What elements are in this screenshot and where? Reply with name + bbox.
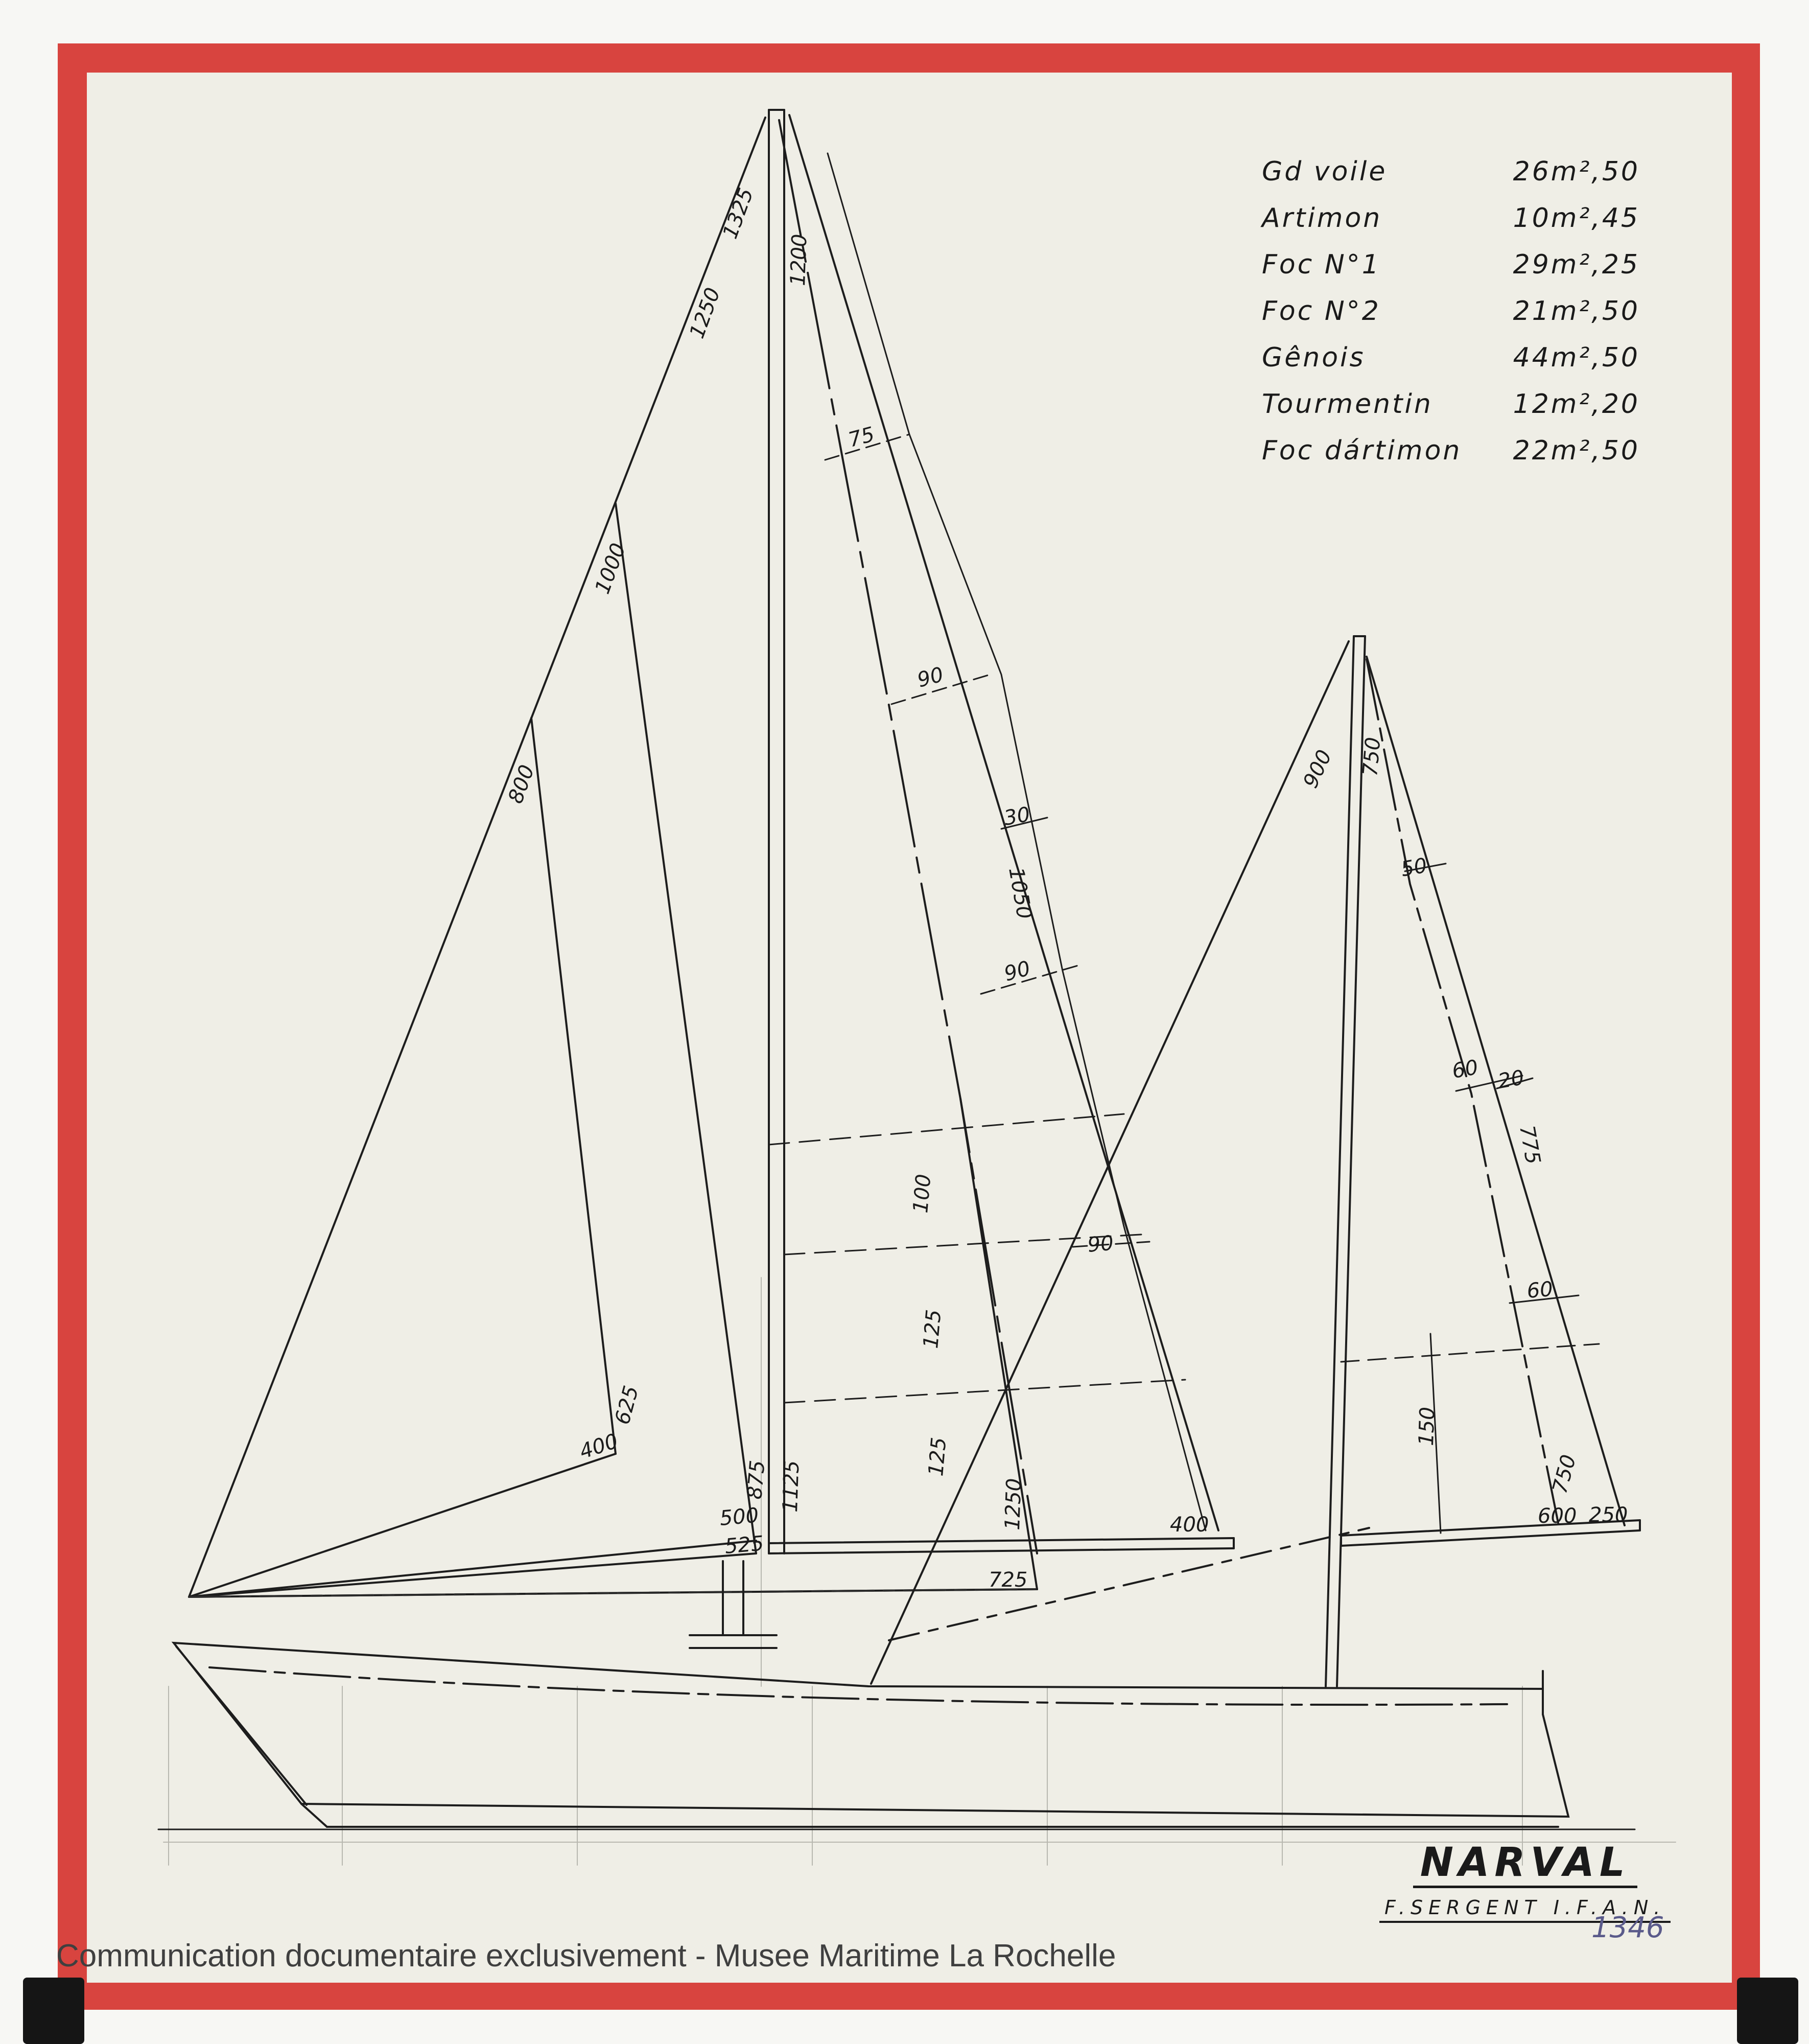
dim-mizzen-roach-1: 50 xyxy=(1399,853,1429,881)
plan-number: 1346 xyxy=(1591,1911,1664,1944)
sail-area: 26m²,50 xyxy=(1513,156,1640,187)
legend-row xyxy=(1262,195,1640,241)
sail-name: Foc N°2 xyxy=(1262,295,1381,327)
sail-area: 12m²,20 xyxy=(1513,388,1640,420)
binder-clip-right xyxy=(1737,1978,1798,2044)
dim-reef-1: 100 xyxy=(909,1173,936,1214)
sail-area: 44m²,50 xyxy=(1513,342,1640,373)
boat-name: NARVAL xyxy=(1413,1840,1637,1888)
legend-row xyxy=(1262,148,1640,195)
dim-main-boom: 400 xyxy=(1170,1513,1209,1537)
dim-main-roach-top: 75 xyxy=(845,423,877,452)
mizzen-mast xyxy=(1326,636,1365,1686)
mizzen-sail xyxy=(1341,657,1625,1533)
sail-area: 10m²,45 xyxy=(1513,202,1640,234)
main-mast xyxy=(769,110,784,1553)
legend-row xyxy=(1262,334,1640,381)
dim-jib2-foot: 400 xyxy=(576,1429,621,1464)
dim-foot-525: 525 xyxy=(723,1531,765,1559)
main-boom xyxy=(769,1538,1234,1553)
sail-area: 22m²,50 xyxy=(1513,435,1640,466)
dim-jib2-luff: 800 xyxy=(504,761,539,807)
dim-mizzen-batten: 20 xyxy=(1496,1065,1526,1094)
dim-genoa-clew: 725 xyxy=(989,1568,1028,1592)
dim-mizzen-roach-3: 60 xyxy=(1525,1277,1554,1303)
dim-mast-1125: 1125 xyxy=(779,1460,804,1513)
sail-name: Foc dártimon xyxy=(1262,435,1462,466)
dim-mizzen-luff: 750 xyxy=(1358,736,1385,777)
sail-name: Gd voile xyxy=(1262,156,1388,187)
grid-lines xyxy=(163,1278,1676,1865)
sail-name: Gênois xyxy=(1262,342,1366,373)
jib-2 xyxy=(189,718,616,1597)
dim-main-luff-top: 1325 xyxy=(718,185,759,242)
hull xyxy=(174,1643,1568,1827)
sail-area: 29m²,25 xyxy=(1513,249,1640,280)
dim-mizzen-staysail-luff: 900 xyxy=(1299,746,1337,792)
dim-mast-875: 875 xyxy=(743,1459,770,1500)
mainsail xyxy=(789,115,1218,1530)
sail-area: 21m²,50 xyxy=(1513,295,1640,327)
sail-name: Foc N°1 xyxy=(1262,249,1381,280)
title-block xyxy=(1379,1840,1671,1923)
dim-main-roach-2: 90 xyxy=(914,663,946,692)
sail-name: Artimon xyxy=(1262,202,1382,234)
main-roach-measures xyxy=(825,434,1149,1247)
dim-main-roach-3: 90 xyxy=(1001,957,1033,986)
legend-row xyxy=(1262,427,1640,474)
dim-mizzen-roach-2: 60 xyxy=(1450,1055,1480,1083)
dim-genoa-luff: 1250 xyxy=(685,285,725,342)
dim-reef-3: 125 xyxy=(924,1436,951,1477)
dim-mizzen-leech-bottom: 750 xyxy=(1548,1452,1581,1496)
dim-foot-500: 500 xyxy=(718,1503,760,1530)
legend-row xyxy=(1262,241,1640,288)
genoa xyxy=(189,118,1037,1597)
dim-mizzen-foot-600: 600 xyxy=(1538,1504,1577,1528)
legend-row xyxy=(1262,381,1640,427)
dim-main-leech: 1050 xyxy=(1004,865,1037,921)
dim-main-roach-4: 90 xyxy=(1086,1231,1115,1257)
dim-main-leech-top: 1200 xyxy=(786,234,812,287)
dim-mizzen-reef: 150 xyxy=(1415,1406,1440,1447)
binder-clip-left xyxy=(23,1978,84,2044)
genoa-clew xyxy=(960,1099,1037,1589)
main-reef-lines xyxy=(769,1114,1185,1403)
dim-genoa-foot: 1250 xyxy=(1001,1478,1026,1531)
dim-reef-2: 125 xyxy=(919,1308,946,1350)
dim-jib1-luff: 1000 xyxy=(591,540,631,597)
sail-name: Tourmentin xyxy=(1262,388,1433,420)
dim-main-batten: 30 xyxy=(1002,802,1032,830)
forestay-foot-lines xyxy=(189,1541,1037,1597)
dim-jib2-leech: 625 xyxy=(610,1383,644,1427)
watermark-text: Communication documentaire exclusivement - Musee Maritime La Rochelle xyxy=(56,1938,1116,1973)
mast-step xyxy=(690,1561,777,1648)
dim-mizzen-foot-250: 250 xyxy=(1589,1503,1628,1527)
designer-name: F.SERGENT I.F.A.N. xyxy=(1379,1896,1671,1923)
legend-row xyxy=(1262,288,1640,334)
sail-area-legend xyxy=(1262,148,1640,474)
dim-mizzen-leech: 775 xyxy=(1515,1123,1545,1166)
mizzen-staysail xyxy=(871,641,1369,1684)
